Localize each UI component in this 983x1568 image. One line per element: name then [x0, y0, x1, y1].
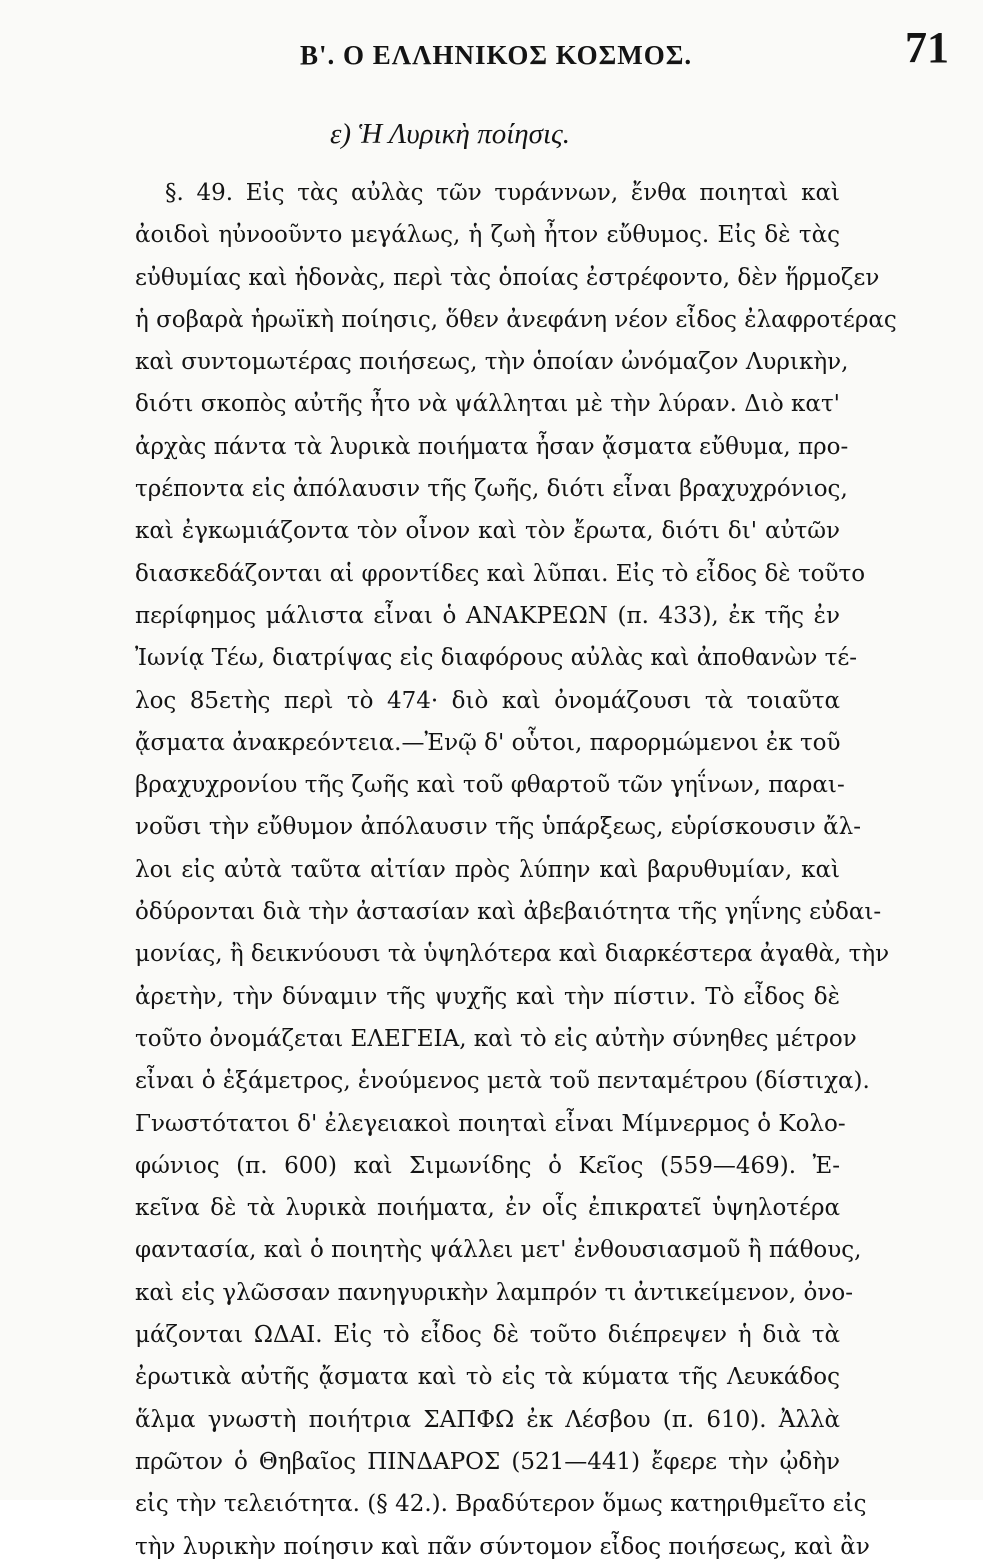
text-line: διασκεδάζονται αἱ φροντίδες καὶ λῦπαι. Εἰς τὸ εἶδος δὲ τοῦτο	[135, 560, 866, 587]
text-line: λοι εἰς αὐτὰ ταῦτα αἰτίαν πρὸς λύπην καὶ βαρυθυμίαν, καὶ	[135, 856, 840, 883]
text-line: τρέποντα εἰς ἀπόλαυσιν τῆς ζωῆς, διότι εἶναι βραχυχρόνιος,	[135, 476, 848, 503]
text-line: πρῶτον ὁ Θηβαῖος ΠΙΝΔΑΡΟΣ (521—441) ἔφερε τὴν ᾠδὴν	[135, 1448, 840, 1475]
text-line: ἀρχὰς πάντα τὰ λυρικὰ ποιήματα ἦσαν ᾄσματα εὔθυμα, προ-	[135, 433, 849, 460]
text-line: τοῦτο ὀνομάζεται ΕΛΕΓΕΙΑ, καὶ τὸ εἰς αὐτὴν σύνηθες μέτρον	[135, 1025, 857, 1052]
text-line: ἀρετὴν, τὴν δύναμιν τῆς ψυχῆς καὶ τὴν πίστιν. Τὸ εἶδος δὲ	[135, 983, 840, 1010]
text-line: καὶ συντομωτέρας ποιήσεως, τὴν ὁποίαν ὠνόμαζον Λυρικὴν,	[135, 349, 849, 376]
text-line: ᾄσματα ἀνακρεόντεια.—Ἐνῷ δ' οὗτοι, παρορμώμενοι ἐκ τοῦ	[135, 729, 841, 756]
text-line: περίφημος μάλιστα εἶναι ὁ ΑΝΑΚΡΕΩΝ (π. 433), ἐκ τῆς ἐν	[135, 602, 840, 629]
text-line: ἡ σοβαρὰ ἡρωϊκὴ ποίησις, ὅθεν ἀνεφάνη νέον εἶδος ἐλαφροτέρας	[135, 306, 897, 333]
text-line: τὴν λυρικὴν ποίησιν καὶ πᾶν σύντομον εἶδος ποιήσεως, καὶ ἂν	[135, 1533, 870, 1560]
text-line: εὐθυμίας καὶ ἡδονὰς, περὶ τὰς ὁποίας ἐστρέφοντο, δὲν ἥρμοζεν	[135, 264, 880, 291]
text-line: καὶ εἰς γλῶσσαν πανηγυρικὴν λαμπρόν τι ἀντικείμενον, ὀνο-	[135, 1279, 853, 1306]
text-line: βραχυχρονίου τῆς ζωῆς καὶ τοῦ φθαρτοῦ τῶν γηΐνων, παραι-	[135, 772, 845, 799]
page-number: 71	[905, 23, 949, 72]
text-line: εἶναι ὁ ἑξάμετρος, ἑνούμενος μετὰ τοῦ πενταμέτρου (δίστιχα).	[135, 1068, 870, 1095]
text-line: λος 85ετὴς περὶ τὸ 474· διὸ καὶ ὀνομάζουσι τὰ τοιαῦτα	[135, 687, 840, 714]
text-line: μονίας, ἢ δεικνύουσι τὰ ὑψηλότερα καὶ διαρκέστερα ἀγαθὰ, τὴν	[135, 941, 890, 968]
text-line: εἰς τὴν τελειότητα. (§ 42.). Βραδύτερον ὅμως κατηριθμεῖτο εἰς	[135, 1491, 867, 1518]
text-line: κεῖνα δὲ τὰ λυρικὰ ποιήματα, ἐν οἷς ἐπικρατεῖ ὑψηλοτέρα	[135, 1195, 840, 1222]
section-title: ε) Ἡ Λυρικὴ ποίησις.	[330, 118, 571, 150]
text-line: §. 49. Εἰς τὰς αὐλὰς τῶν τυράννων, ἔνθα ποιηταὶ καὶ	[165, 180, 840, 206]
text-line: νοῦσι τὴν εὔθυμον ἀπόλαυσιν τῆς ὑπάρξεως, εὑρίσκουσιν ἄλ-	[135, 814, 861, 841]
text-line: ὀδύρονται διὰ τὴν ἀστασίαν καὶ ἀβεβαιότητα τῆς γηΐνης εὐδαι-	[135, 899, 882, 926]
text-line: φαντασία, καὶ ὁ ποιητὴς ψάλλει μετ' ἐνθουσιασμοῦ ἢ πάθους,	[135, 1237, 862, 1264]
text-line: φώνιος (π. 600) καὶ Σιμωνίδης ὁ Κεῖος (559—469). Ἐ-	[135, 1152, 840, 1179]
text-line: διότι σκοπὸς αὐτῆς ἦτο νὰ ψάλληται μὲ τὴν λύραν. Διὸ κατ'	[135, 391, 840, 418]
text-line: ἐρωτικὰ αὐτῆς ᾄσματα καὶ τὸ εἰς τὰ κύματα τῆς Λευκάδος	[135, 1364, 840, 1391]
text-line: καὶ ἐγκωμιάζοντα τὸν οἶνον καὶ τὸν ἔρωτα, διότι δι' αὐτῶν	[135, 518, 840, 545]
body-text	[135, 172, 897, 1568]
text-line: Ἰωνίᾳ Τέω, διατρίψας εἰς διαφόρους αὐλὰς καὶ ἀποθανὼν τέ-	[135, 645, 858, 672]
text-line: μάζονται ΩΔΑΙ. Εἰς τὸ εἶδος δὲ τοῦτο διέπρεψεν ἡ διὰ τὰ	[135, 1322, 840, 1349]
text-line: ἅλμα γνωστὴ ποιήτρια ΣΑΠΦΩ ἐκ Λέσβου (π. 610). Ἀλλὰ	[135, 1406, 840, 1433]
running-title: Β'. Ο ΕΛΛΗΝΙΚΟΣ ΚΟΣΜΟΣ.	[300, 40, 693, 70]
text-line: Γνωστότατοι δ' ἐλεγειακοὶ ποιηταὶ εἶναι Μίμνερμος ὁ Κολο-	[135, 1110, 846, 1137]
text-line: ἀοιδοὶ ηὐνοοῦντο μεγάλως, ἡ ζωὴ ἦτον εὔθυμος. Εἰς δὲ τὰς	[135, 222, 840, 249]
